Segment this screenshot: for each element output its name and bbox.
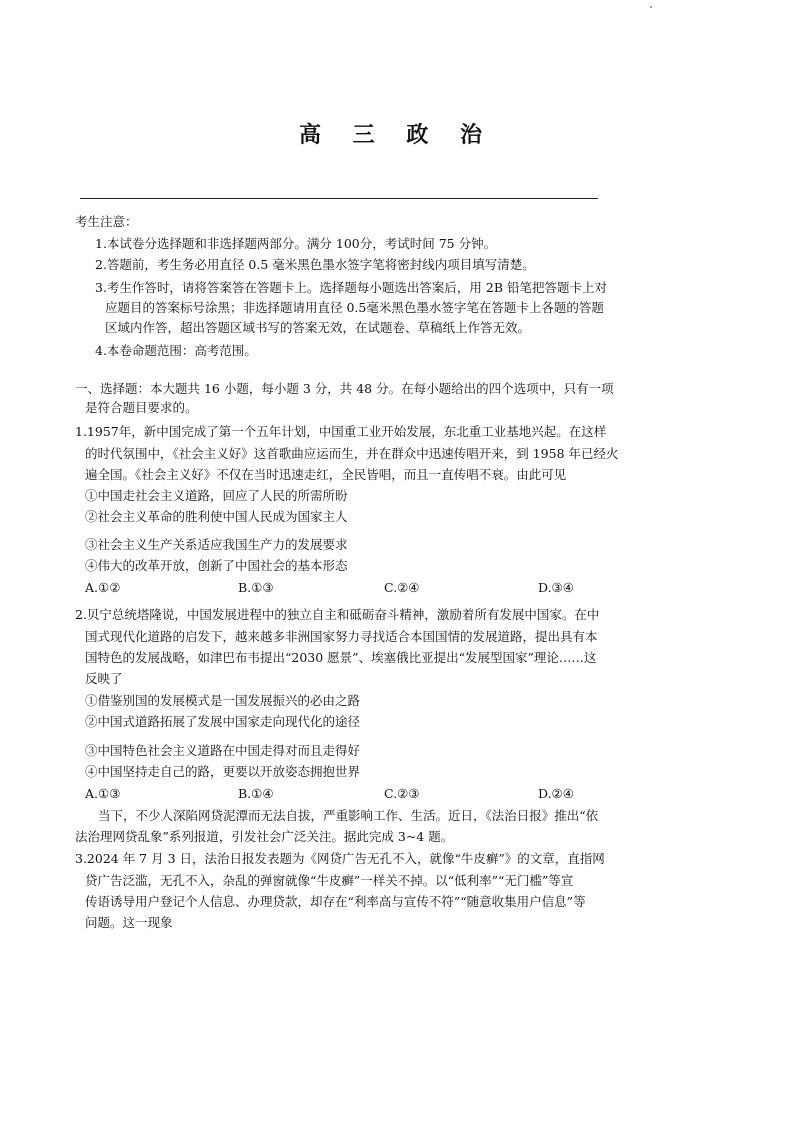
q2-stem-line-2: 国式现代化道路的启发下，越来越多非洲国家努力寻找适合本国国情的发展道路，提出具有本 bbox=[85, 629, 598, 644]
title-divider bbox=[80, 198, 598, 199]
q1-option-c: C.②④ bbox=[384, 580, 420, 595]
notice-item-1: 1.本试卷分选择题和非选择题两部分。满分 100分，考试时间 75 分钟。 bbox=[95, 236, 497, 251]
q2-stem-line-1: 2.贝宁总统塔隆说，中国发展进程中的独立自主和砥砺奋斗精神，激励着所有发展中国家。在中 bbox=[75, 607, 600, 622]
notice-item-3-line-2: 应题目的答案标号涂黑；非选择题请用直径 0.5毫米黑色墨水签字笔在答题卡上各题的答题 bbox=[105, 300, 604, 315]
q1-statement-4: ④伟大的改革开放，创新了中国社会的基本形态 bbox=[85, 558, 348, 573]
notice-item-2: 2.答题前，考生务必用直径 0.5 毫米黑色墨水签字笔将密封线内项目填写清楚。 bbox=[95, 257, 535, 272]
q1-stem-line-2: 的时代氛围中，《社会主义好》这首歌曲应运而生，并在群众中迅速传唱开来，到 1958 年已经火 bbox=[85, 446, 619, 461]
q2-stem-line-4: 反映了 bbox=[85, 671, 123, 686]
notice-heading: 考生注意： bbox=[75, 214, 138, 229]
q1-statement-1: ①中国走社会主义道路，回应了人民的所需所盼 bbox=[85, 488, 348, 503]
q3-stem-line-1: 3.2024 年 7 月 3 日，法治日报发表题为《网贷广告无孔不入，就像“牛皮癣”》的文章，直指网 bbox=[75, 851, 605, 866]
q1-stem-line-3: 遍全国。《社会主义好》不仅在当时迅速走红，全民皆唱，而且一直传唱不衰。由此可见 bbox=[85, 467, 567, 482]
notice-item-3-line-1: 3.考生作答时，请将答案答在答题卡上。选择题每小题选出答案后，用 2B 铅笔把答题卡上对 bbox=[95, 280, 608, 295]
section-1-heading: 一、选择题：本大题共 16 小题，每小题 3 分，共 48 分。在每小题给出的四个选项中，只有一项 bbox=[75, 381, 614, 396]
q2-statement-4: ④中国坚持走自己的路，更要以开放姿态拥抱世界 bbox=[85, 764, 361, 779]
notice-item-3-line-3: 区域内作答，超出答题区域书写的答案无效，在试题卷、草稿纸上作答无效。 bbox=[105, 320, 531, 335]
q3-stem-line-2: 贷广告泛滥，无孔不入，杂乱的弹窗就像“牛皮癣”一样关不掉。以“低利率”“无门槛”等宣 bbox=[85, 873, 574, 888]
q1-statement-3: ③社会主义生产关系适应我国生产力的发展要求 bbox=[85, 537, 348, 552]
page-title: 高 三 政 治 bbox=[299, 122, 494, 148]
q1-option-d: D.③④ bbox=[538, 580, 574, 595]
q1-option-b: B.①③ bbox=[238, 580, 274, 595]
section-1-heading-cont: 是符合题目要求的。 bbox=[85, 400, 198, 415]
q1-option-a: A.①② bbox=[85, 580, 121, 595]
q2-statement-2: ②中国式道路拓展了发展中国家走向现代化的途径 bbox=[85, 714, 361, 729]
q2-statement-3: ③中国特色社会主义道路在中国走得对而且走得好 bbox=[85, 743, 361, 758]
material-line-2: 法治理网贷乱象”系列报道，引发社会广泛关注。据此完成 3~4 题。 bbox=[75, 829, 454, 844]
q3-stem-line-3: 传语诱导用户登记个人信息、办理贷款，却存在“利率高与宣传不符”“随意收集用户信息”等 bbox=[85, 894, 586, 909]
q1-statement-2: ②社会主义革命的胜利使中国人民成为国家主人 bbox=[85, 509, 348, 524]
scan-speck bbox=[650, 6, 652, 8]
q2-option-b: B.①④ bbox=[238, 786, 274, 801]
q2-option-c: C.②③ bbox=[384, 786, 420, 801]
q3-stem-line-4: 问题。这一现象 bbox=[85, 915, 173, 930]
q2-statement-1: ①借鉴别国的发展模式是一国发展振兴的必由之路 bbox=[85, 693, 361, 708]
material-line-1: 当下，不少人深陷网贷泥潭而无法自拔，严重影响工作、生活。近日，《法治日报》推出“依 bbox=[98, 808, 599, 823]
q2-stem-line-3: 国特色的发展战略，如津巴布韦提出“2030 愿景”、埃塞俄比亚提出“发展型国家”理论……这 bbox=[85, 650, 597, 665]
notice-item-4: 4.本卷命题范围：高考范围。 bbox=[95, 343, 257, 358]
q1-stem-line-1: 1.1957年，新中国完成了第一个五年计划，中国重工业开始发展，东北重工业基地兴起。在这样 bbox=[75, 424, 607, 439]
q2-option-d: D.②④ bbox=[538, 786, 574, 801]
q2-option-a: A.①③ bbox=[85, 786, 121, 801]
